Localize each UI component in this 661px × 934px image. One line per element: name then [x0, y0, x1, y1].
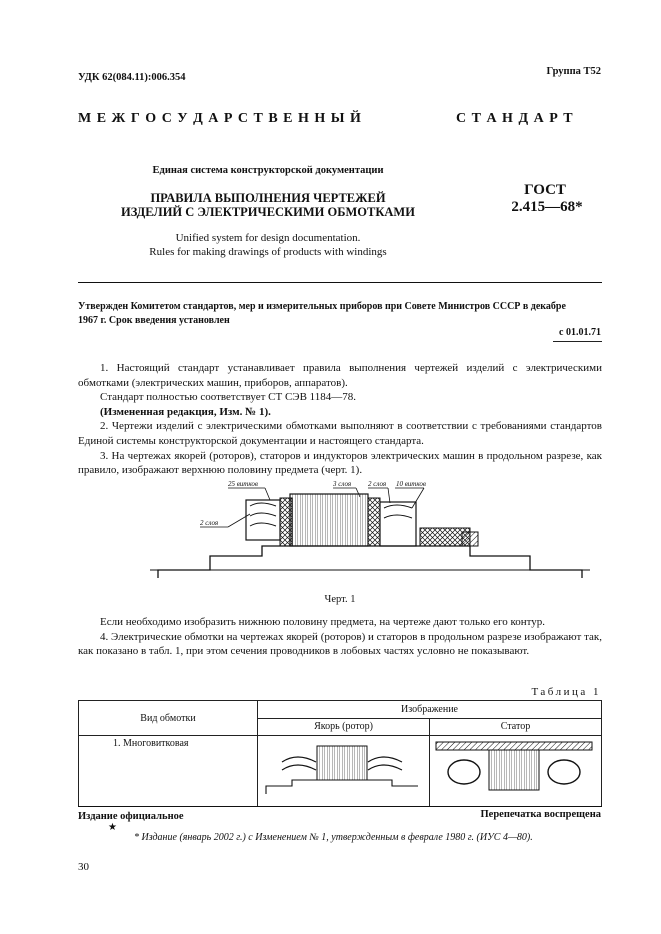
table-title: Таблица 1	[531, 686, 601, 698]
edition-note: * Издание (январь 2002 г.) с Изменением № 1, утвержденным в феврале 1980 г. (ИУС 4—80).	[134, 832, 533, 843]
shaft-outline	[158, 546, 582, 578]
core-laminations	[290, 494, 368, 546]
label-turns-right: 10 витков	[396, 480, 426, 488]
paragraph-3: (Измененная редакция, Изм. № 1).	[100, 405, 271, 418]
banner-standard: С Т А Н Д А Р Т	[456, 111, 574, 126]
header-rotor: Якорь (ротор)	[258, 718, 430, 736]
right-core-hatch	[368, 498, 380, 546]
row-multiturn-rotor-cell	[258, 736, 430, 807]
paragraph-2: Стандарт полностью соответствует СТ СЭВ 1184—78.	[100, 391, 356, 404]
footer-divider	[78, 806, 602, 807]
right-bearing	[462, 532, 478, 546]
gost-number: 2.415—68*	[511, 199, 583, 215]
row-multiturn-label: 1. Многовитковая	[113, 738, 189, 749]
udc-code: УДК 62(084.11):006.354	[78, 72, 186, 83]
english-title-1: Unified system for design documentation.	[175, 232, 361, 244]
star-mark: ★	[108, 822, 117, 833]
page-number: 30	[78, 861, 89, 873]
english-title-2: Rules for making drawings of products with windings	[149, 246, 387, 258]
stator-winding-sketch	[434, 740, 594, 800]
right-end-winding	[380, 502, 416, 546]
system-name: Единая система конструкторской документации	[152, 165, 384, 176]
row-multiturn-kind	[79, 736, 258, 807]
rotor-winding-sketch	[262, 740, 422, 800]
left-core-hatch	[280, 498, 292, 546]
paragraph-4: 2. Чертежи изделий с электрическими обмотками выполняют в соответствии с требованиями стандартов Единой системы конструкторской документации и настоящего стандарта.	[78, 420, 602, 447]
paragraph-6: Если необходимо изобразить нижнюю половину предмета, на чертеже дают только его контур.	[100, 616, 546, 628]
header-stator: Статор	[430, 718, 602, 736]
banner-interstate: М Е Ж Г О С У Д А Р С Т В Е Н Н Ы Й	[78, 111, 362, 126]
title-line-2: ИЗДЕЛИЙ С ЭЛЕКТРИЧЕСКИМИ ОБМОТКАМИ	[121, 205, 415, 219]
label-two-layers-top: 2 слоя	[368, 480, 387, 488]
table-1	[78, 700, 602, 807]
approval-line-1: Утвержден Комитетом стандартов, мер и измерительных приборов при Совете Министров СССР в декабре	[78, 301, 566, 312]
paragraph-5: 3. На чертежах якорей (роторов), статоров и индукторов электрических машин в продольном разрезе, как правило, изображают верхнюю половину предмета (черт. 1).	[78, 449, 602, 477]
group-code: Группа Т52	[546, 66, 601, 77]
label-two-layers-left: 2 слоя	[200, 519, 219, 527]
paragraph-7: 4. Электрические обмотки на чертежах якорей (роторов) и статоров в продольном разрезе изображают так, как показано в табл. 1, при этом сечения проводников в лобовых частях условно не показывают.	[78, 630, 602, 658]
commutator	[420, 528, 470, 546]
body-section-1	[78, 361, 602, 478]
label-three-layers: 3 слоя	[333, 480, 352, 488]
paragraph-1: 1. Настоящий стандарт устанавливает правила выполнения чертежей изделий с электрическими обмотками (электрических машин, приборов, аппаратов).	[78, 362, 602, 389]
title-divider	[78, 282, 602, 283]
row-multiturn-stator-cell	[430, 736, 602, 807]
figure-caption: Черт. 1	[324, 594, 356, 605]
header-kind: Вид обмотки	[79, 701, 258, 736]
approval-line-2: 1967 г. Срок введения установлен	[78, 315, 230, 326]
body-section-2	[78, 615, 602, 659]
label-turns-left: 25 витков	[228, 480, 258, 488]
header-image: Изображение	[258, 701, 602, 719]
date-underline	[553, 341, 602, 342]
left-end-winding	[246, 500, 280, 540]
title-line-1: ПРАВИЛА ВЫПОЛНЕНИЯ ЧЕРТЕЖЕЙ	[150, 191, 386, 205]
gost-label: ГОСТ	[524, 182, 566, 198]
effective-date: с 01.01.71	[559, 327, 601, 338]
reprint-prohibited: Перепечатка воспрещена	[480, 809, 601, 820]
official-edition: Издание официальное	[78, 811, 184, 822]
